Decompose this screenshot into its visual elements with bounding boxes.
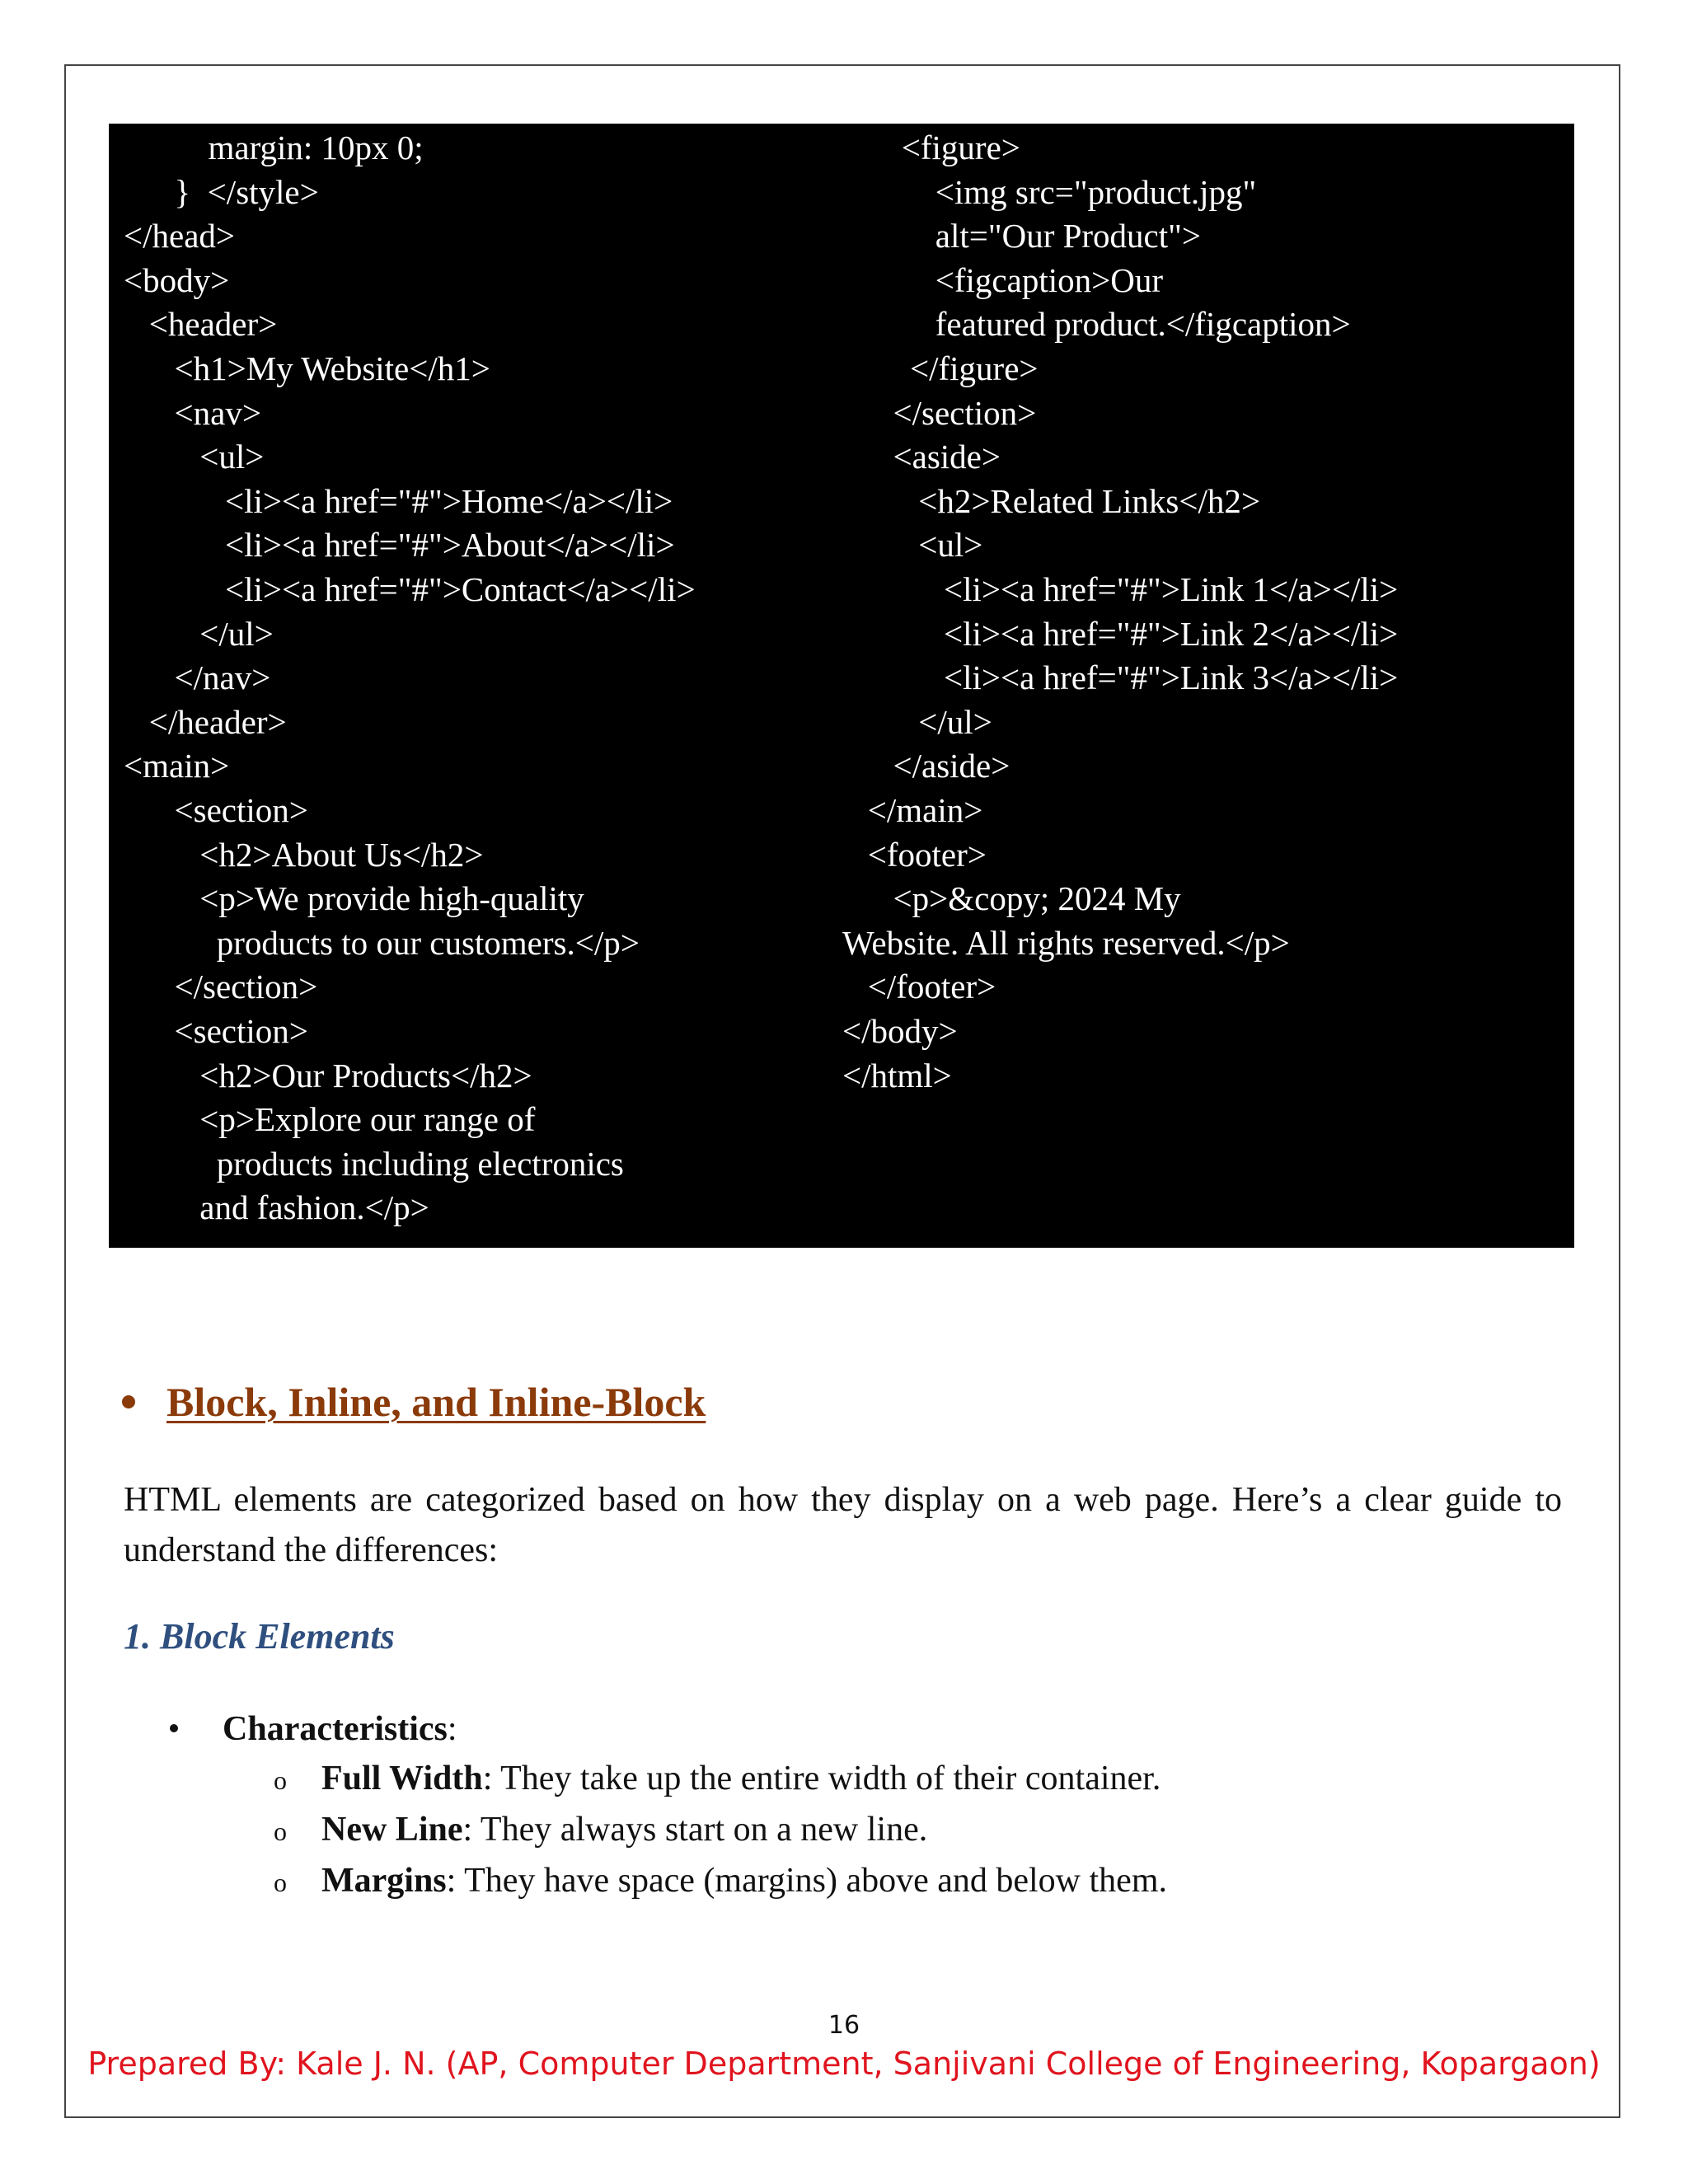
code-line: </body> xyxy=(842,1012,958,1050)
code-line: <footer> xyxy=(842,835,987,874)
list-item-term: Margins xyxy=(321,1862,447,1900)
code-line: <section> xyxy=(124,1012,308,1050)
list-item xyxy=(274,1810,927,1849)
code-line: <figure> xyxy=(842,129,1020,166)
code-line: <figcaption>Our xyxy=(842,260,1163,299)
bullet-icon xyxy=(170,1724,178,1732)
intro-paragraph: HTML elements are categorized based on how they display on a web page. Here’s a clear guide to understand the differences: xyxy=(124,1481,1562,1569)
list-item xyxy=(274,1861,1167,1900)
section-heading-text: Block, Inline, and Inline-Block xyxy=(166,1379,706,1425)
code-line: </head> xyxy=(124,217,236,255)
code-line: <main> xyxy=(124,747,230,785)
code-line: </ul> xyxy=(842,702,992,741)
code-line: </ul> xyxy=(124,614,274,653)
code-line: <body> xyxy=(124,260,230,299)
code-line: products including electronics xyxy=(124,1144,624,1183)
characteristics-colon: : xyxy=(447,1710,457,1748)
code-line: <section> xyxy=(124,791,308,829)
code-line: <nav> xyxy=(124,393,261,432)
code-line: <h2>About Us</h2> xyxy=(124,835,484,874)
list-item-term: New Line xyxy=(321,1811,463,1849)
code-line: </header> xyxy=(124,702,287,741)
code-line: </main> xyxy=(842,791,983,829)
circle-bullet-icon: o xyxy=(274,1868,287,1897)
code-line: <h2>Related Links</h2> xyxy=(842,481,1260,520)
circle-bullet-icon: o xyxy=(274,1816,287,1846)
code-line: <ul> xyxy=(842,526,983,565)
code-line: </section> xyxy=(842,393,1037,432)
code-line: </section> xyxy=(124,968,318,1006)
list-item-text: : They take up the entire width of their container. xyxy=(482,1760,1161,1797)
code-line: <h1>My Website</h1> xyxy=(124,349,490,387)
code-line: <h2>Our Products</h2> xyxy=(124,1056,532,1094)
code-line: margin: 10px 0; xyxy=(124,129,424,166)
code-line: <aside> xyxy=(842,438,1001,476)
code-line: featured product.</figcaption> xyxy=(842,305,1351,344)
code-line: </nav> xyxy=(124,658,271,697)
code-block xyxy=(109,124,1574,1248)
code-line: </aside> xyxy=(842,747,1010,785)
code-line: </html> xyxy=(842,1056,952,1094)
bullet-icon xyxy=(122,1395,135,1408)
code-line: <ul> xyxy=(124,438,265,476)
code-line: <li><a href="#">Link 1</a></li> xyxy=(842,570,1399,608)
list-item-text: : They have space (margins) above and below them. xyxy=(446,1862,1167,1900)
code-line: <li><a href="#">Link 3</a></li> xyxy=(842,658,1399,697)
circle-bullet-icon: o xyxy=(274,1765,287,1795)
code-line: <p>Explore our range of xyxy=(124,1100,536,1139)
code-line: <li><a href="#">Contact</a></li> xyxy=(124,570,696,608)
code-line: </figure> xyxy=(842,349,1039,387)
code-line: <header> xyxy=(124,305,278,344)
code-line: <p>We provide high-quality xyxy=(124,879,584,918)
code-line: <img src="product.jpg" xyxy=(842,172,1257,211)
code-line: <li><a href="#">Link 2</a></li> xyxy=(842,614,1399,653)
code-line: <p>&copy; 2024 My xyxy=(842,879,1181,918)
list-item-text: : They always start on a new line. xyxy=(462,1811,928,1849)
code-line: products to our customers.</p> xyxy=(124,923,640,962)
code-line: } </style> xyxy=(124,172,319,211)
code-line: Website. All rights reserved.</p> xyxy=(842,923,1290,962)
list-item xyxy=(274,1759,1160,1798)
subheading-block-elements: 1. Block Elements xyxy=(124,1616,395,1657)
code-line: alt="Our Product"> xyxy=(842,217,1202,255)
code-line: and fashion.</p> xyxy=(124,1188,429,1227)
characteristics-label: Characteristics xyxy=(223,1710,448,1748)
characteristics-item xyxy=(170,1709,457,1749)
code-column-right xyxy=(109,124,1574,1248)
list-item-term: Full Width xyxy=(321,1760,483,1797)
code-line: </footer> xyxy=(842,968,996,1006)
section-heading xyxy=(122,1378,706,1426)
code-line: <li><a href="#">About</a></li> xyxy=(124,526,675,565)
footer-credit: Prepared By: Kale J. N. (AP, Computer Department, Sanjivani College of Engineering, Kopargaon) xyxy=(87,2046,1601,2082)
page-number: 16 xyxy=(828,2011,860,2040)
code-line: <li><a href="#">Home</a></li> xyxy=(124,481,673,520)
